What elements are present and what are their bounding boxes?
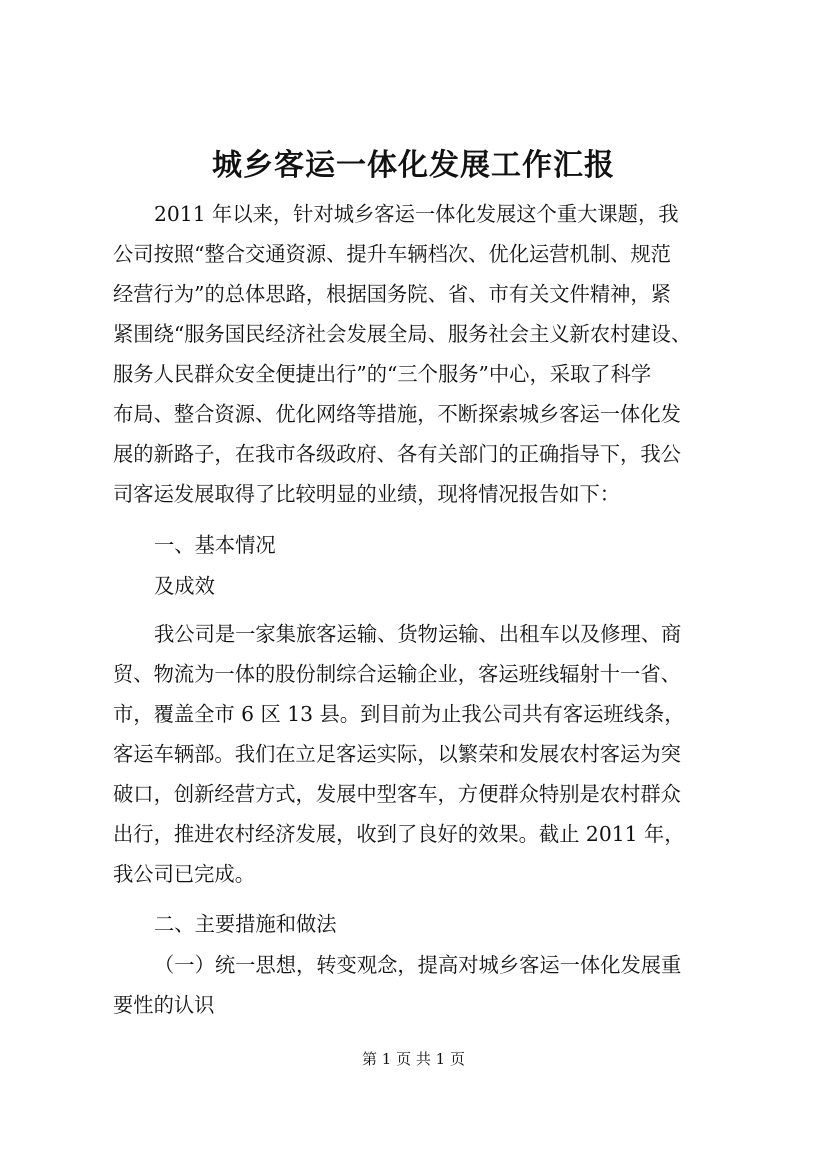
- document-title: 城乡客运一体化发展工作汇报: [212, 148, 615, 183]
- paragraph-line: 市，覆盖全市 6 区 13 县。到目前为止我公司共有客运班线条，: [113, 702, 685, 726]
- paragraph-line: 展的新路子，在我市各级政府、各有关部门的正确指导下，我公: [113, 442, 681, 466]
- subsection-heading-continuation: 要性的认识: [113, 993, 215, 1017]
- paragraph-line: 布局、整合资源、优化网络等措施，不断探索城乡客运一体化发: [113, 402, 681, 426]
- paragraph-line: 经营行为”的总体思路，根据国务院、省、市有关文件精神，紧: [113, 282, 671, 306]
- paragraph-line: 2011 年以来，针对城乡客运一体化发展这个重大课题，我: [154, 202, 679, 226]
- paragraph-line: 公司按照“整合交通资源、提升车辆档次、优化运营机制、规范: [113, 242, 671, 266]
- section-heading: 一、基本情况: [154, 533, 276, 557]
- paragraph-line: 我公司已完成。: [113, 862, 255, 886]
- paragraph-line: 出行，推进农村经济发展，收到了良好的效果。截止 2011 年，: [113, 822, 685, 846]
- paragraph-line: 司客运发展取得了比较明显的业绩，现将情况报告如下：: [113, 482, 621, 506]
- paragraph-line: 贸、物流为一体的股份制综合运输企业，客运班线辐射十一省、: [113, 662, 681, 686]
- subsection-heading: （一）统一思想，转变观念，提高对城乡客运一体化发展重: [154, 953, 682, 977]
- paragraph-line: 紧围绕“服务国民经济社会发展全局、服务社会主义新农村建设、: [113, 322, 692, 346]
- section-heading: 二、主要措施和做法: [154, 912, 337, 936]
- paragraph-line: 我公司是一家集旅客运输、货物运输、出租车以及修理、商: [154, 622, 682, 646]
- page-number-footer: 第 1 页 共 1 页: [362, 1050, 465, 1068]
- section-heading-continuation: 及成效: [154, 574, 215, 598]
- paragraph-line: 服务人民群众安全便捷出行”的“三个服务”中心，采取了科学: [113, 362, 652, 386]
- paragraph-line: 客运车辆部。我们在立足客运实际，以繁荣和发展农村客运为突: [113, 742, 681, 766]
- paragraph-line: 破口，创新经营方式，发展中型客车，方便群众特别是农村群众: [113, 782, 681, 806]
